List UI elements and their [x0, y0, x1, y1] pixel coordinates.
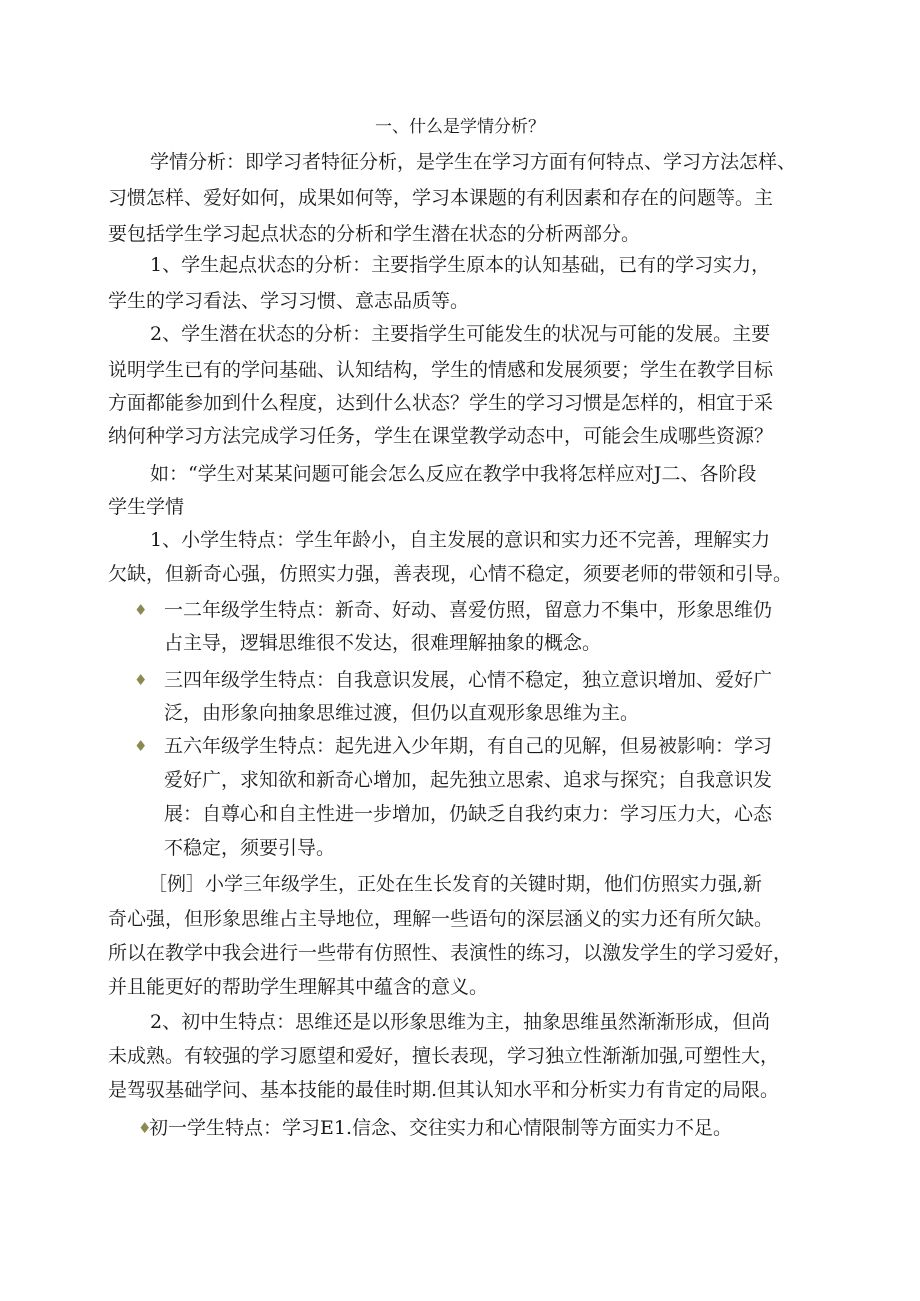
paragraph-line: 说明学生已有的学问基础、认知结构，学生的情感和发展须要；学生在教学目标 — [108, 359, 774, 381]
paragraph-line: 并且能更好的帮助学生理解其中蕴含的意义。 — [108, 976, 489, 998]
paragraph-line: 未成熟。有较强的学习愿望和爱好，擅长表现，学习独立性渐渐加强,可塑性大， — [108, 1045, 780, 1067]
paragraph-line: 纳何种学习方法完成学习任务，学生在课堂教学动态中，可能会生成哪些资源？ — [108, 425, 774, 447]
paragraph-line: 初一学生特点：学习E1.信念、交往实力和心情限制等方面实力不足。 — [149, 1117, 732, 1139]
paragraph-line: 三四年级学生特点：自我意识发展，心情不稳定，独立意识增加、爱好广 — [164, 669, 773, 691]
paragraph-line: 1、学生起点状态的分析：主要指学生原本的认知基础，已有的学习实力， — [150, 254, 771, 276]
section-heading: 一、什么是学情分析？ — [375, 117, 545, 137]
paragraph-line: 学生的学习看法、学习习惯、意志品质等。 — [108, 290, 470, 312]
diamond-bullet-icon: ♦ — [134, 601, 148, 619]
paragraph-line: 是驾驭基础学问、基本技能的最佳时期.但其认知水平和分析实力有肯定的局限。 — [108, 1079, 780, 1101]
paragraph-line: 1、小学生特点：学生年龄小，自主发展的意识和实力还不完善，理解实力 — [150, 529, 771, 551]
paragraph-line: 所以在教学中我会进行一些带有仿照性、表演性的练习，以激发学生的学习爱好， — [108, 942, 793, 964]
paragraph-line: 占主导，逻辑思维很不发达，很难理解抽象的概念。 — [164, 632, 602, 654]
paragraph-line: 要包括学生学习起点状态的分析和学生潜在状态的分析两部分。 — [108, 223, 641, 245]
paragraph-line: 如：“学生对某某问题可能会怎么反应在教学中我将怎样应对J二、各阶段 — [150, 463, 757, 485]
paragraph-line: 爱好广，求知欲和新奇心增加，起先独立思索、追求与探究；自我意识发 — [164, 769, 773, 791]
paragraph-line: 一二年级学生特点：新奇、好动、喜爱仿照，留意力不集中，形象思维仍 — [164, 599, 773, 621]
paragraph-line: 学情分析：即学习者特征分析，是学生在学习方面有何特点、学习方法怎样、 — [150, 151, 797, 173]
paragraph-line: 欠缺，但新奇心强，仿照实力强，善表现，心情不稳定，须要老师的带领和引导。 — [108, 563, 793, 585]
paragraph-line: 五六年级学生特点：起先进入少年期，有自己的见解，但易被影响：学习 — [164, 735, 773, 757]
paragraph-line: 不稳定，须要引导。 — [164, 837, 336, 859]
diamond-bullet-icon: ♦ — [138, 1119, 152, 1137]
paragraph-line: 2、初中生特点：思维还是以形象思维为主，抽象思维虽然渐渐形成，但尚 — [150, 1011, 771, 1033]
paragraph-line: 学生学情 — [108, 496, 185, 518]
diamond-bullet-icon: ♦ — [134, 671, 148, 689]
paragraph-line: 展：自尊心和自主性进一步增加，仍缺乏自我约束力：学习压力大，心态 — [164, 803, 773, 825]
diamond-bullet-icon: ♦ — [134, 737, 148, 755]
paragraph-line: 方面都能参加到什么程度，达到什么状态？学生的学习习惯是怎样的，相宜于采 — [108, 392, 774, 414]
paragraph-line: ［例］小学三年级学生，正处在生长发育的关键时期，他们仿照实力强,新 — [148, 873, 763, 895]
paragraph-line: 泛，由形象向抽象思维过渡，但仍以直观形象思维为主。 — [164, 702, 640, 724]
paragraph-line: 2、学生潜在状态的分析：主要指学生可能发生的状况与可能的发展。主要 — [150, 323, 771, 345]
paragraph-line: 习惯怎样、爱好如何，成果如何等，学习本课题的有利因素和存在的问题等。主 — [108, 187, 774, 209]
paragraph-line: 奇心强，但形象思维占主导地位，理解一些语句的深层涵义的实力还有所欠缺。 — [108, 908, 774, 930]
